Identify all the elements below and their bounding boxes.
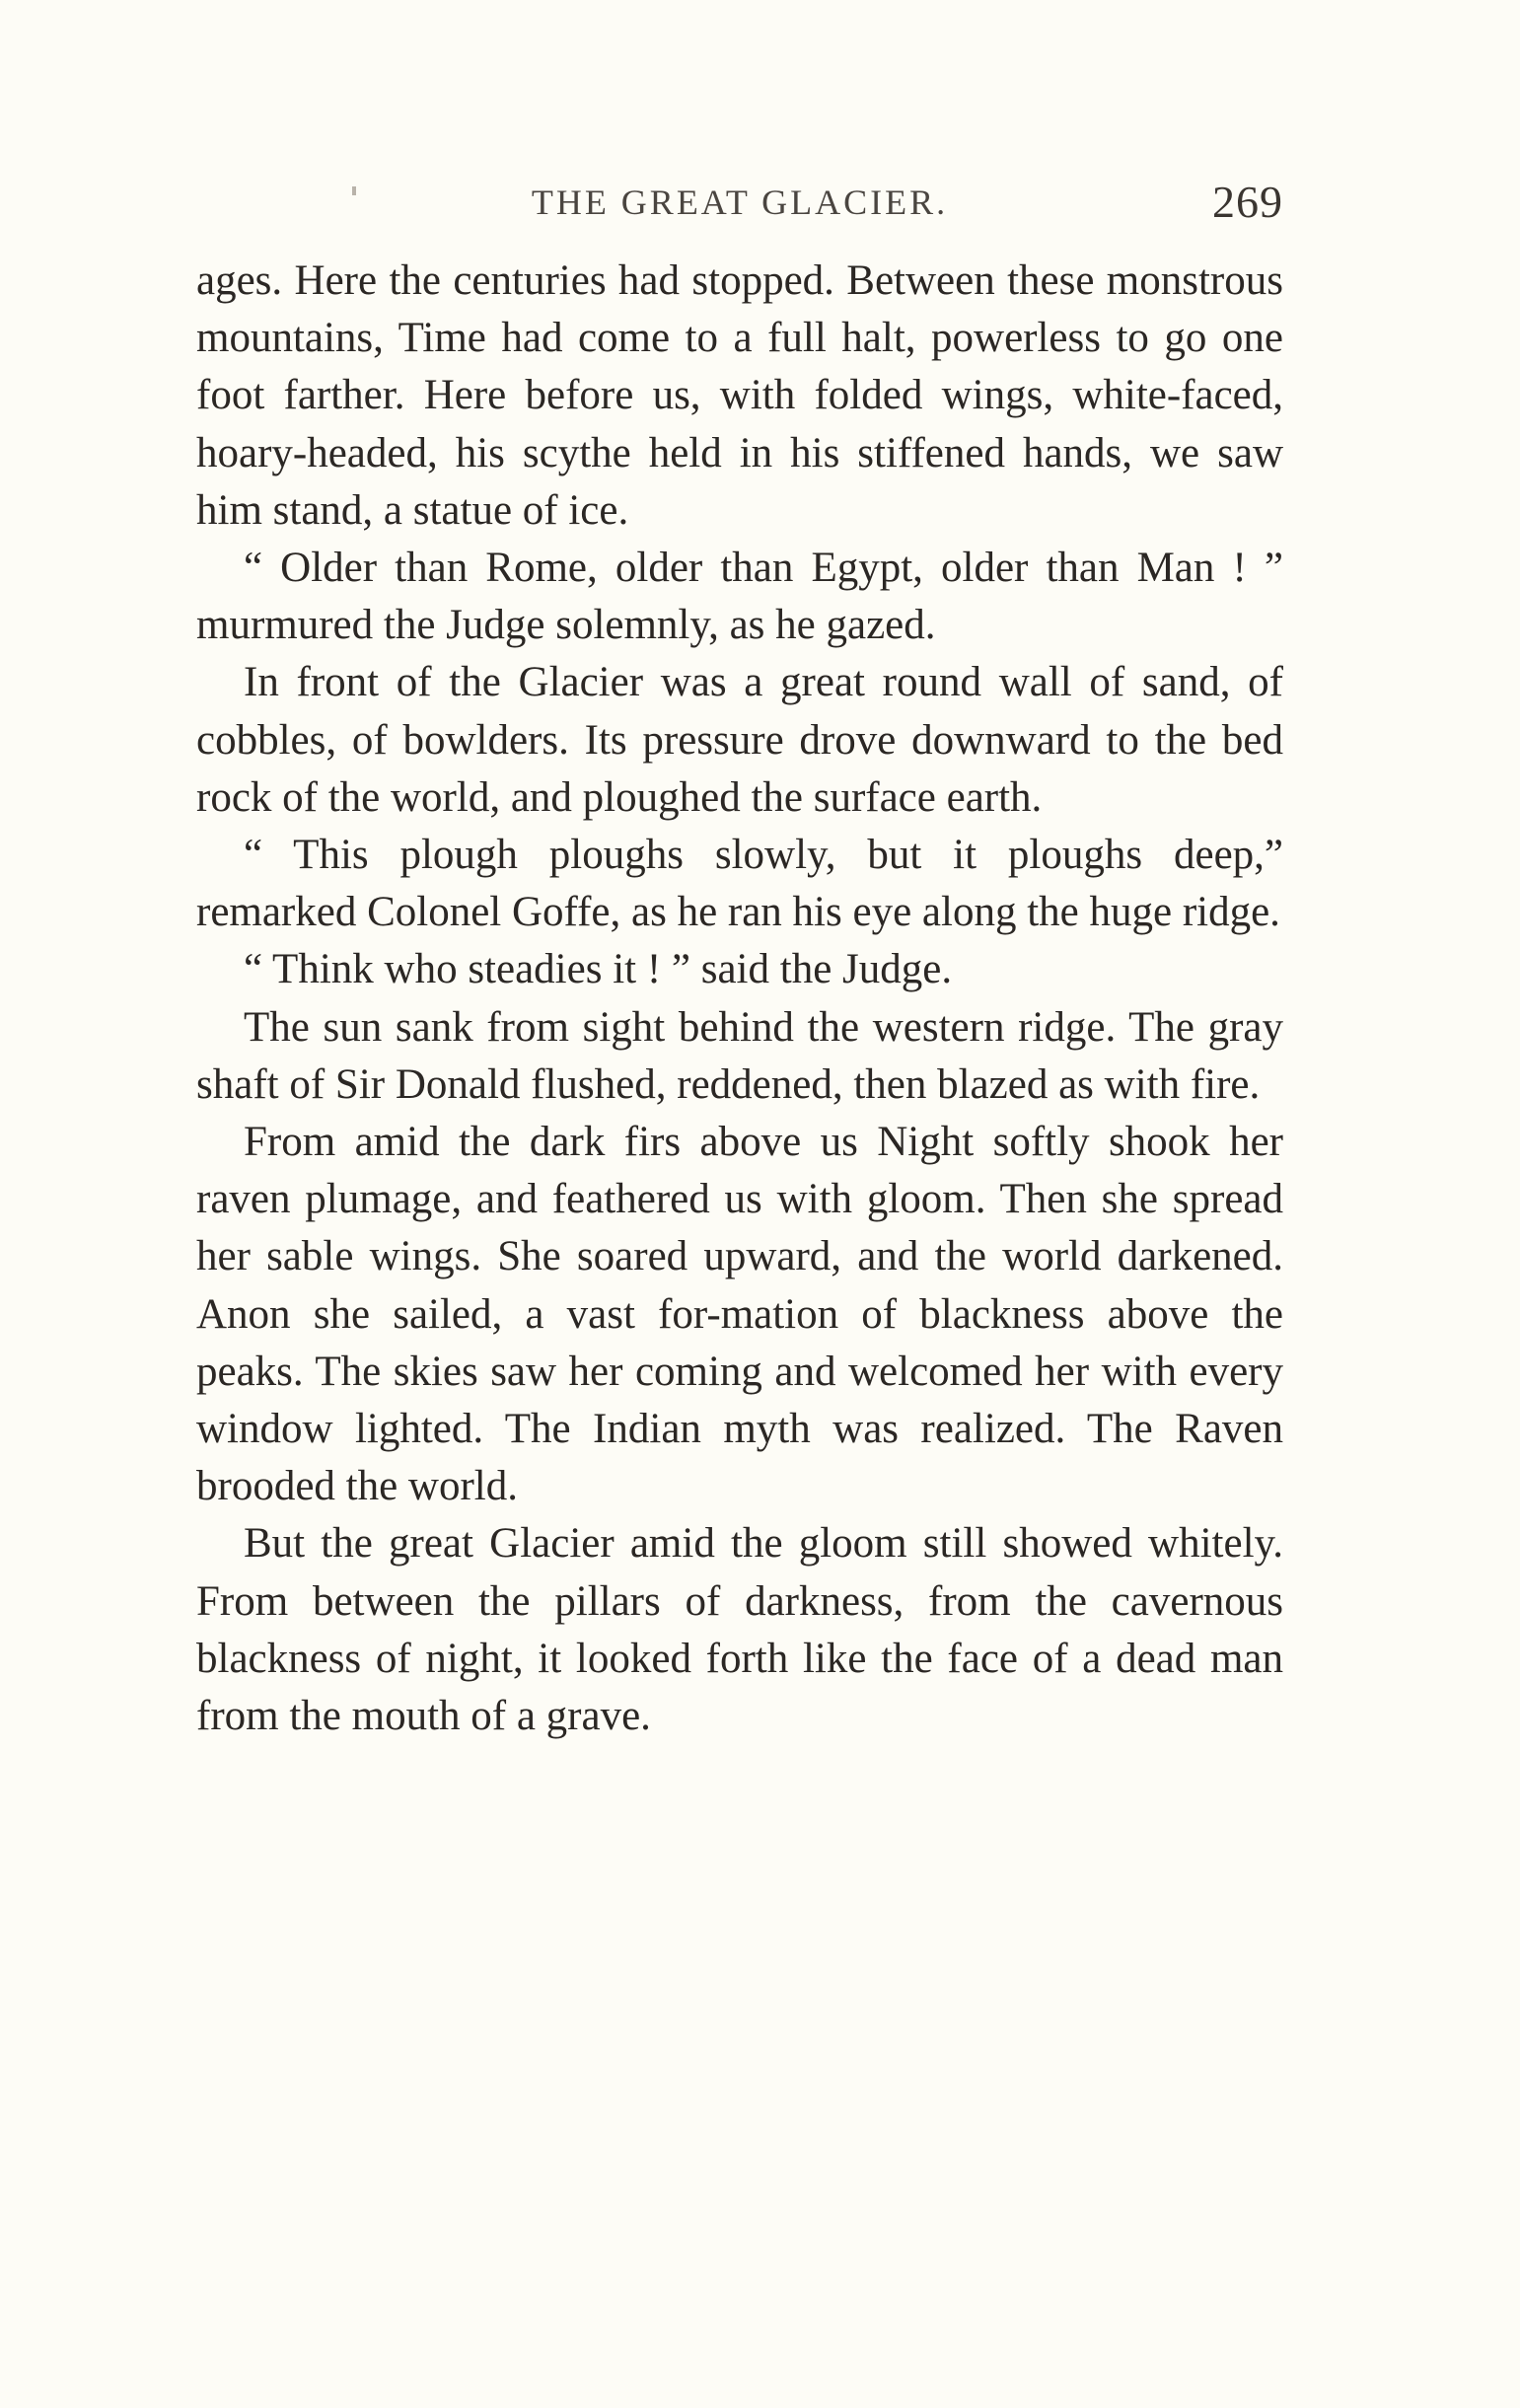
paragraph-sunset: The sun sank from sight behind the western ridge. The gray shaft of Sir Donald flushed, reddened, then blazed as with fire.	[196, 1003, 1283, 1108]
paragraph-plough: “ This plough ploughs slowly, but it ploughs deep,” remarked Colonel Goffe, as he ran his eye along the huge ridge.	[196, 832, 1283, 936]
running-title: THE GREAT GLACIER.	[531, 182, 949, 222]
paragraph-older-than-rome: “ Older than Rome, older than Egypt, older than Man ! ” murmured the Judge solemnly, as he gazed.	[196, 545, 1283, 649]
paragraph-continuation: ages. Here the centuries had stopped. Between these monstrous mountains, Time had come to a full halt, powerless to go one foot farther. Here before us, with folded wings, white-faced, hoary-headed, his scythe held in his stiffened hands, we saw him stand, a statue of ice.	[196, 257, 1283, 534]
page-number: 269	[1212, 177, 1283, 227]
paragraph-think-who-steadies: “ Think who steadies it ! ” said the Judge.	[244, 946, 953, 993]
body-text	[196, 253, 1283, 1745]
running-head	[196, 173, 1283, 232]
paragraph-glacier-gloom: But the great Glacier amid the gloom still showed whitely. From between the pillars of darkness, from the cavernous blackness of night, it looked forth like the face of a dead man from the mouth of a grave.	[196, 1520, 1283, 1740]
paragraph-night: From amid the dark firs above us Night softly shook her raven plumage, and feathered us with gloom. Then she spread her sable wings. She soared upward, and the world darkened. Anon she sailed, a vast for-mation of blackness above the peaks. The skies saw her coming and welcomed her with every window lighted. The Indian myth was realized. The Raven brooded the world.	[196, 1119, 1283, 1510]
paragraph-wall-of-sand: In front of the Glacier was a great round wall of sand, of cobbles, of bowlders. Its pressure drove downward to the bed rock of the world, and ploughed the surface earth.	[196, 659, 1283, 821]
